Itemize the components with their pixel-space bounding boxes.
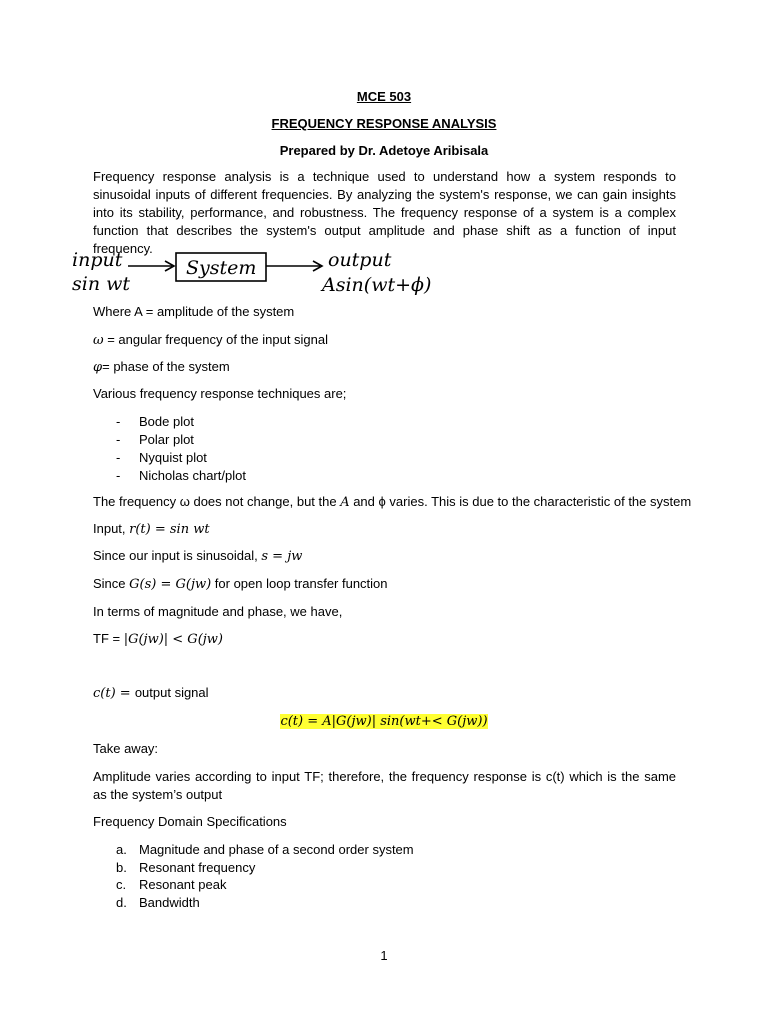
takeaway-label: Take away: <box>93 741 159 756</box>
input-label: Input, <box>93 521 130 536</box>
s-equals-jw-equation: s = jw <box>261 549 303 564</box>
output-signal-text: output signal <box>134 685 209 700</box>
technique-item: Bode plot <box>139 414 194 429</box>
spec-item: Bandwidth <box>139 895 200 910</box>
frequency-statement-end: and ϕ varies. This is due to the characteristic of the system <box>349 494 692 509</box>
intro-paragraph: Frequency response analysis is a technique used to understand how a system responds to sinusoidal inputs of different frequencies. By analyzing the system's response, we can gain insights into its stability, performance, and robustness. The frequency response of a system is a complex function that describes the system's output amplitude and phase shift as a function of input frequency. <box>93 169 676 256</box>
gs-equation: G(s) = G(jw) <box>129 577 212 592</box>
spec-item: Resonant peak <box>139 877 227 892</box>
technique-bullet: - <box>116 414 121 429</box>
spec-marker: d. <box>116 895 127 910</box>
technique-bullet: - <box>116 432 121 447</box>
author-line: Prepared by Dr. Adetoye Aribisala <box>279 143 489 158</box>
ct-symbol: c(t) = <box>93 686 135 701</box>
omega-definition <box>93 332 328 349</box>
diagram-output-label: output <box>328 249 392 271</box>
frequency-statement-start: The frequency ω does not change, but the <box>93 494 341 509</box>
tf-label: TF = <box>93 631 124 646</box>
system-block-diagram <box>70 246 450 298</box>
frequency-statement <box>93 494 691 511</box>
open-loop-prefix: Since <box>93 576 130 591</box>
page-number: 1 <box>380 948 388 963</box>
omega-text: = angular frequency of the input signal <box>103 332 329 347</box>
diagram-system-label: System <box>186 257 257 279</box>
input-statement <box>93 521 210 538</box>
open-loop-statement <box>93 576 388 593</box>
spec-item: Resonant frequency <box>139 860 256 875</box>
sinusoidal-statement <box>93 548 302 565</box>
sinusoidal-text: Since our input is sinusoidal, <box>93 548 262 563</box>
specs-heading: Frequency Domain Specifications <box>93 814 287 829</box>
techniques-intro: Various frequency response techniques are; <box>93 386 347 401</box>
tf-equation: |G(jw)| < G(jw) <box>123 632 223 647</box>
phi-symbol: φ <box>93 360 103 375</box>
technique-item: Nicholas chart/plot <box>139 468 246 483</box>
spec-item: Magnitude and phase of a second order system <box>139 842 414 857</box>
diagram-input-label: input <box>72 249 123 271</box>
highlighted-equation: c(t) = A|G(jw)| sin(wt+< G(jw)) <box>280 714 488 729</box>
technique-bullet: - <box>116 468 121 483</box>
course-code: MCE 503 <box>356 89 412 104</box>
spec-marker: c. <box>116 877 127 892</box>
technique-bullet: - <box>116 450 121 465</box>
amplitude-symbol: A <box>340 495 350 510</box>
output-signal-statement <box>93 685 209 702</box>
spec-marker: a. <box>116 842 127 857</box>
omega-symbol: ω <box>93 333 104 348</box>
highlighted-equation-row <box>0 713 768 730</box>
spec-marker: b. <box>116 860 127 875</box>
diagram-input-signal: sin wt <box>72 273 131 295</box>
phi-definition <box>93 359 230 376</box>
magnitude-phase-statement: In terms of magnitude and phase, we have, <box>93 604 343 619</box>
takeaway-paragraph: Amplitude varies according to input TF; therefore, the frequency response is c(t) which is the same as the system’s output <box>93 769 676 802</box>
open-loop-suffix: for open loop transfer function <box>211 576 388 591</box>
phi-text: = phase of the system <box>102 359 230 374</box>
amplitude-definition: Where A = amplitude of the system <box>93 304 295 319</box>
technique-item: Nyquist plot <box>139 450 207 465</box>
document-title: FREQUENCY RESPONSE ANALYSIS <box>271 116 497 131</box>
tf-statement <box>93 631 223 648</box>
diagram-output-signal: Asin(wt+ϕ) <box>322 274 432 296</box>
input-equation: r(t) = sin wt <box>129 522 210 537</box>
technique-item: Polar plot <box>139 432 194 447</box>
